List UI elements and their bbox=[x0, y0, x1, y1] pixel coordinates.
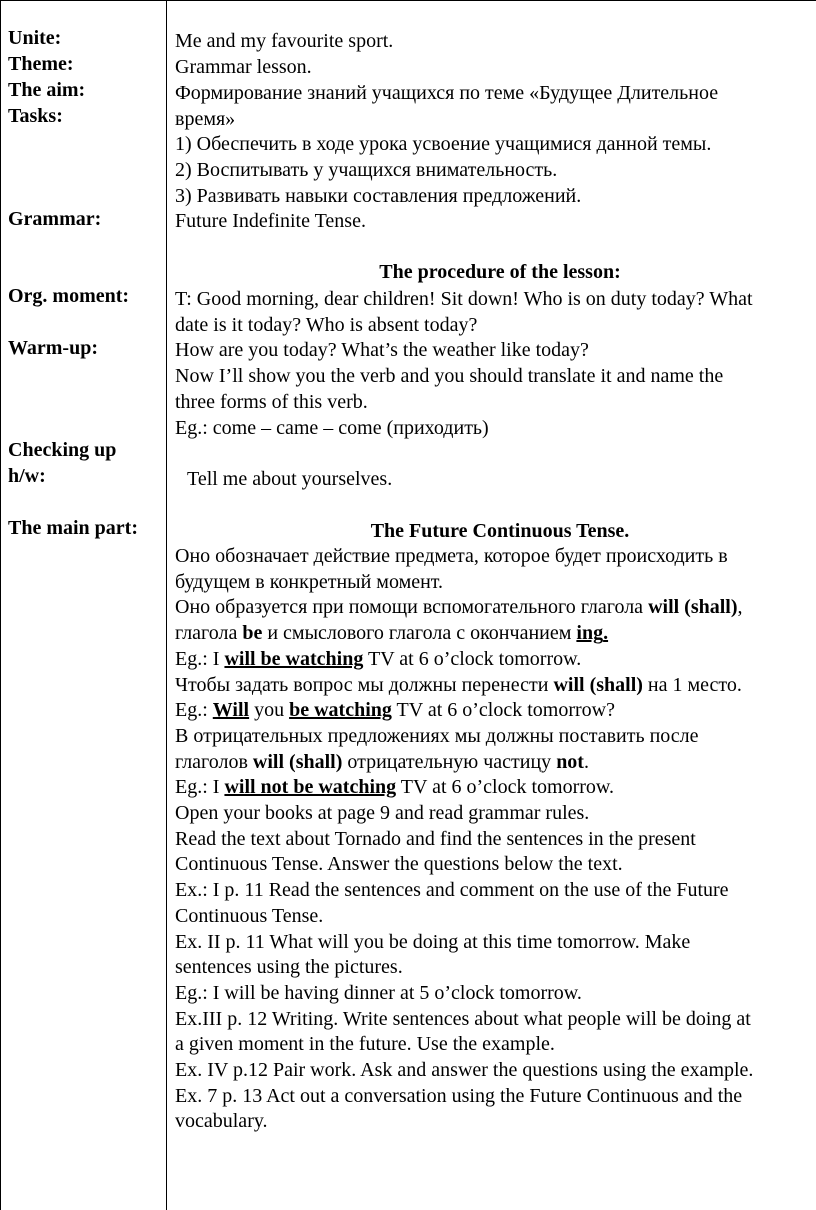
unite-value: Me and my favourite sport. bbox=[175, 30, 394, 52]
activity-line-4: Ex.: I p. 11 Read the sentences and comment on the use of the Future bbox=[175, 879, 729, 901]
label-warm-up: Warm-up: bbox=[8, 337, 98, 359]
aim-line-1: Формирование знаний учащихся по теме «Будущее Длительное bbox=[175, 82, 719, 104]
activity-line-2: Read the text about Tornado and find the sentences in the present bbox=[175, 828, 696, 850]
main-para-1: Оно обозначает действие предмета, которое будет происходить в bbox=[175, 545, 728, 567]
activity-line-9: Ex.III p. 12 Writing. Write sentences about what people will be doing at bbox=[175, 1008, 751, 1030]
main-formation-2: глагола be и смыслового глагола с окончанием ing. bbox=[175, 622, 609, 644]
task-2: 2) Воспитывать у учащихся внимательность. bbox=[175, 159, 558, 181]
task-3: 3) Развивать навыки составления предложений. bbox=[175, 185, 582, 207]
label-org-moment: Org. moment: bbox=[8, 285, 130, 307]
warmup-example: Eg.: come – came – come (приходить) bbox=[175, 417, 489, 439]
main-formation-1: Оно образуется при помощи вспомогательного глагола will (shall), bbox=[175, 596, 743, 618]
warmup-line-3: three forms of this verb. bbox=[175, 391, 368, 413]
theme-value: Grammar lesson. bbox=[175, 56, 312, 78]
warmup-line-2: Now I’ll show you the verb and you should translate it and name the bbox=[175, 365, 724, 387]
warmup-line-1: How are you today? What’s the weather like today? bbox=[175, 339, 589, 361]
task-1: 1) Обеспечить в ходе урока усвоение учащимися данной темы. bbox=[175, 133, 712, 155]
negative-rule-2: глаголов will (shall) отрицательную частицу not. bbox=[175, 751, 589, 773]
label-hw: h/w: bbox=[8, 465, 46, 487]
example-question: Eg.: Will you be watching TV at 6 o’clock tomorrow? bbox=[175, 699, 615, 721]
org-line-1: T: Good morning, dear children! Sit down! Who is on duty today? What bbox=[175, 288, 753, 310]
activity-line-13: vocabulary. bbox=[175, 1110, 268, 1132]
grammar-value: Future Indefinite Tense. bbox=[175, 210, 366, 232]
activity-line-3: Continuous Tense. Answer the questions below the text. bbox=[175, 853, 623, 875]
activity-line-1: Open your books at page 9 and read grammar rules. bbox=[175, 802, 590, 824]
activity-line-12: Ex. 7 p. 13 Act out a conversation using the Future Continuous and the bbox=[175, 1085, 743, 1107]
aim-line-2: время» bbox=[175, 108, 236, 130]
label-tasks: Tasks: bbox=[8, 105, 63, 127]
hw-line: Tell me about yourselves. bbox=[187, 468, 393, 490]
label-aim: The aim: bbox=[8, 79, 86, 101]
example-negative: Eg.: I will not be watching TV at 6 o’clock tomorrow. bbox=[175, 776, 615, 798]
label-theme: Theme: bbox=[8, 53, 74, 75]
activity-line-11: Ex. IV p.12 Pair work. Ask and answer the questions using the example. bbox=[175, 1059, 754, 1081]
question-rule: Чтобы задать вопрос мы должны перенести will (shall) на 1 место. bbox=[175, 674, 742, 696]
main-para-2: будущем в конкретный момент. bbox=[175, 571, 444, 593]
activity-line-5: Continuous Tense. bbox=[175, 905, 324, 927]
activity-line-7: sentences using the pictures. bbox=[175, 956, 403, 978]
label-grammar: Grammar: bbox=[8, 208, 102, 230]
label-checking-up: Checking up bbox=[8, 439, 117, 461]
org-line-2: date is it today? Who is absent today? bbox=[175, 314, 478, 336]
table-top-border bbox=[0, 0, 816, 1]
label-unite: Unite: bbox=[8, 27, 62, 49]
main-heading: The Future Continuous Tense. bbox=[370, 520, 630, 542]
label-main-part: The main part: bbox=[8, 517, 138, 539]
procedure-heading: The procedure of the lesson: bbox=[379, 261, 621, 283]
activity-line-8: Eg.: I will be having dinner at 5 o’clock tomorrow. bbox=[175, 982, 582, 1004]
column-divider bbox=[166, 0, 167, 1210]
activity-line-10: a given moment in the future. Use the example. bbox=[175, 1033, 555, 1055]
table-left-border bbox=[0, 0, 1, 1210]
example-affirmative: Eg.: I will be watching TV at 6 o’clock tomorrow. bbox=[175, 648, 582, 670]
activity-line-6: Ex. II p. 11 What will you be doing at this time tomorrow. Make bbox=[175, 931, 691, 953]
negative-rule-1: В отрицательных предложениях мы должны поставить после bbox=[175, 725, 699, 747]
